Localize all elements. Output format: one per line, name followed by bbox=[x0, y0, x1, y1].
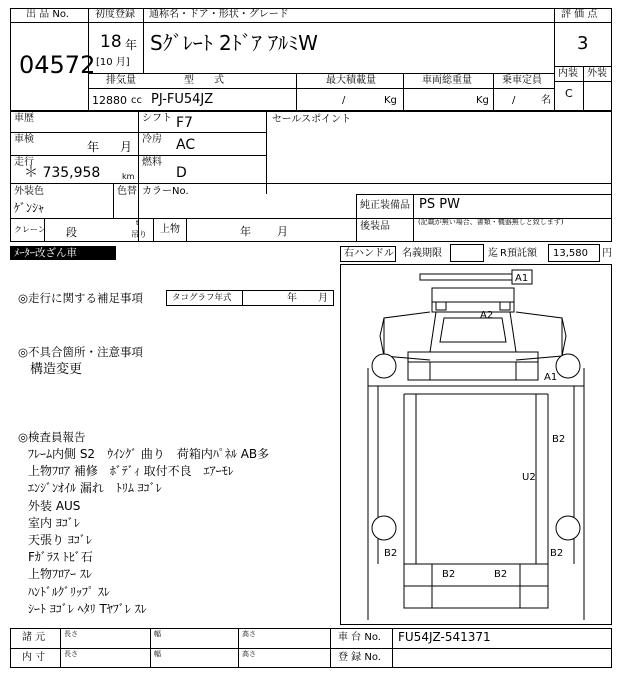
divider bbox=[413, 194, 414, 242]
interior-label: 内装 bbox=[558, 68, 578, 79]
first-reg-year: 18 bbox=[100, 32, 122, 52]
divider bbox=[493, 73, 494, 111]
lot-number: 04572 bbox=[19, 51, 96, 79]
report-line: ｴﾝｼﾞﾝｵｲﾙ 漏れ ﾄﾘﾑ ﾖｺﾞﾚ bbox=[28, 481, 162, 496]
car-name-label: 通称名・ドア・形状・グレード bbox=[149, 9, 289, 20]
score-label: 評 価 点 bbox=[561, 9, 598, 20]
capacity-label: 最大積載量 bbox=[326, 75, 376, 86]
shift-label: シフト bbox=[142, 113, 172, 124]
divider bbox=[186, 218, 187, 242]
reg-label: 登 録 No. bbox=[338, 652, 381, 663]
divider bbox=[88, 22, 554, 23]
divider bbox=[150, 628, 151, 668]
divider bbox=[356, 194, 357, 242]
displacement-value: 12880 bbox=[92, 94, 127, 107]
capacity-slash: / bbox=[342, 95, 346, 106]
divider bbox=[554, 8, 555, 111]
damage-mark-b2-rear-right: B2 bbox=[550, 548, 564, 559]
interior-grade: C bbox=[565, 87, 573, 100]
vehicle-diagram bbox=[340, 264, 612, 625]
crane-lift: 吊り bbox=[131, 230, 147, 239]
divider bbox=[266, 111, 267, 194]
defects-heading: ◎不具合箇所・注意事項 bbox=[18, 345, 144, 359]
spec-length-label: 長さ bbox=[64, 630, 78, 638]
ac-label: 冷房 bbox=[142, 134, 162, 145]
chassis-number: FU54JZ-541371 bbox=[398, 630, 491, 644]
divider bbox=[113, 183, 114, 218]
color-change-label: 色替 bbox=[117, 186, 137, 197]
shogen-label: 諸 元 bbox=[22, 632, 46, 643]
spec-width-label: 幅 bbox=[154, 630, 161, 638]
divider bbox=[330, 628, 331, 668]
lot-label: 出 品 No. bbox=[26, 9, 69, 20]
genuine-value: PS PW bbox=[419, 197, 460, 212]
aftermarket-label: 後装品 bbox=[360, 221, 390, 232]
divider bbox=[296, 73, 297, 111]
divider bbox=[392, 628, 393, 668]
yen-unit: 円 bbox=[602, 248, 612, 259]
report-line: 天張り ﾖｺﾞﾚ bbox=[28, 533, 92, 547]
uemono-year-unit: 年 bbox=[240, 225, 251, 238]
divider bbox=[10, 183, 612, 184]
report-line: ﾌﾚｰﾑ内側 S2 ｳｲﾝｸﾞ 曲り 荷箱内ﾊﾟﾈﾙ AB多 bbox=[28, 447, 270, 461]
sales-label: セールスポイント bbox=[272, 114, 352, 125]
exterior-label: 外装 bbox=[587, 68, 607, 79]
recycle-amount: 13,580 bbox=[553, 248, 588, 259]
color-value: ｹﾞﾝｼｬ bbox=[14, 201, 45, 215]
report-line: ﾊﾝﾄﾞﾙｸﾞﾘｯﾌﾟ ｽﾚ bbox=[28, 584, 110, 599]
km-unit: km bbox=[122, 172, 135, 181]
divider bbox=[153, 218, 154, 242]
first-reg-month: [10 月] bbox=[96, 57, 130, 68]
inspection-year-unit: 年 bbox=[87, 140, 100, 154]
name-change-label: 名義期限 bbox=[402, 248, 442, 259]
inner-height-label: 高さ bbox=[242, 650, 256, 658]
divider bbox=[10, 22, 88, 23]
chassis-label: 車 台 No. bbox=[338, 632, 381, 643]
inspection-label: 車検 bbox=[14, 134, 34, 145]
divider bbox=[10, 132, 266, 133]
seating-unit: 名 bbox=[541, 95, 551, 106]
tacho-month-unit: 月 bbox=[318, 293, 328, 304]
uemono-label: 上物 bbox=[160, 224, 180, 235]
divider bbox=[583, 66, 584, 111]
damage-mark-a2: A2 bbox=[480, 310, 494, 321]
meter-tamper-label: ﾒｰﾀｰ改ざん車 bbox=[14, 247, 77, 259]
cc-unit: cc bbox=[131, 95, 142, 106]
aftermarket-note: (記載が無い場合、書類・機器無しと致します) bbox=[418, 218, 564, 226]
history-label: 車歴 bbox=[14, 113, 34, 124]
gross-weight-label: 車両総重量 bbox=[422, 75, 472, 86]
report-line: 上物ﾌﾛｱ 補修 ﾎﾞﾃﾞｨ 取付不良 ｴｱｰﾓﾚ bbox=[28, 464, 234, 479]
model-value: PJ-FU54JZ bbox=[151, 92, 214, 107]
shift-value: F7 bbox=[176, 115, 193, 131]
divider bbox=[554, 22, 612, 23]
damage-mark-a1-top: A1 bbox=[515, 273, 529, 284]
uemono-month-unit: 月 bbox=[277, 225, 288, 238]
naisun-label: 内 寸 bbox=[22, 652, 46, 663]
name-change-box bbox=[450, 244, 484, 262]
report-line: Fｶﾞﾗｽ ﾄﾋﾞ石 bbox=[28, 550, 93, 565]
car-name: Sｸﾞﾚｰﾄ 2ﾄﾞｱ ｱﾙﾐW bbox=[150, 31, 318, 55]
divider bbox=[44, 218, 45, 242]
defect-item: 構造変更 bbox=[30, 362, 83, 377]
damage-mark-a1-side: A1 bbox=[544, 372, 558, 383]
genuine-label: 純正装備品 bbox=[360, 200, 410, 211]
divider bbox=[242, 290, 243, 306]
damage-mark-u2: U2 bbox=[522, 472, 536, 483]
displacement-label: 排気量 bbox=[106, 75, 136, 86]
spec-height-label: 高さ bbox=[242, 630, 256, 638]
crane-label: クレーン bbox=[14, 225, 46, 234]
crane-t: t bbox=[136, 219, 139, 227]
report-line: ｼｰﾄ ﾖｺﾞﾚ ﾍﾀﾘ Tﾔﾌﾞﾚ ｽﾚ bbox=[28, 601, 147, 616]
recycle-deposit-label: R預託額 bbox=[500, 248, 537, 259]
ac-value: AC bbox=[176, 137, 196, 153]
tacho-label: タコグラフ年式 bbox=[172, 293, 232, 303]
crane-stage: 段 bbox=[66, 226, 77, 239]
model-label: 型 式 bbox=[184, 75, 224, 86]
damage-mark-b2-right: B2 bbox=[552, 434, 566, 445]
capacity-unit: Kg bbox=[384, 95, 397, 106]
report-line: 外装 AUS bbox=[28, 498, 81, 513]
mileage-label: 走行 bbox=[14, 157, 34, 168]
seating-slash: / bbox=[512, 95, 516, 106]
report-line: 上物ﾌﾛｱｰ ｽﾚ bbox=[28, 567, 92, 582]
color-no-label: カラーNo. bbox=[142, 186, 189, 197]
fuel-value: D bbox=[176, 165, 187, 181]
driving-heading: ◎走行に関する補足事項 bbox=[18, 291, 144, 305]
divider bbox=[60, 628, 61, 668]
score-value: 3 bbox=[577, 33, 589, 54]
divider bbox=[10, 648, 612, 649]
inner-width-label: 幅 bbox=[154, 650, 161, 658]
divider bbox=[88, 73, 554, 74]
color-label: 外装色 bbox=[14, 186, 44, 197]
fuel-label: 燃料 bbox=[142, 157, 162, 168]
until-label: 迄 bbox=[488, 248, 498, 259]
seating-label: 乗車定員 bbox=[502, 75, 542, 86]
divider bbox=[10, 155, 266, 156]
divider bbox=[356, 194, 612, 195]
divider bbox=[143, 8, 144, 73]
inner-length-label: 長さ bbox=[64, 650, 78, 658]
inspection-month-unit: 月 bbox=[120, 140, 133, 154]
divider bbox=[238, 628, 239, 668]
year-unit: 年 bbox=[125, 38, 138, 52]
divider bbox=[88, 88, 554, 89]
inspector-heading: ◎検査員報告 bbox=[18, 430, 86, 444]
damage-mark-b2-rear-left: B2 bbox=[384, 548, 398, 559]
first-reg-label: 初度登録 bbox=[95, 9, 135, 20]
mileage-value: ＊ 735,958 bbox=[24, 165, 101, 181]
tacho-year-unit: 年 bbox=[287, 293, 297, 304]
damage-mark-b2-bottom-right: B2 bbox=[494, 569, 508, 580]
rhd-label: 右ハンドル bbox=[344, 248, 394, 259]
divider bbox=[403, 73, 404, 111]
damage-mark-b2-bottom-left: B2 bbox=[442, 569, 456, 580]
report-line: 室内 ﾖｺﾞﾚ bbox=[28, 515, 80, 530]
gross-unit: Kg bbox=[476, 95, 489, 106]
